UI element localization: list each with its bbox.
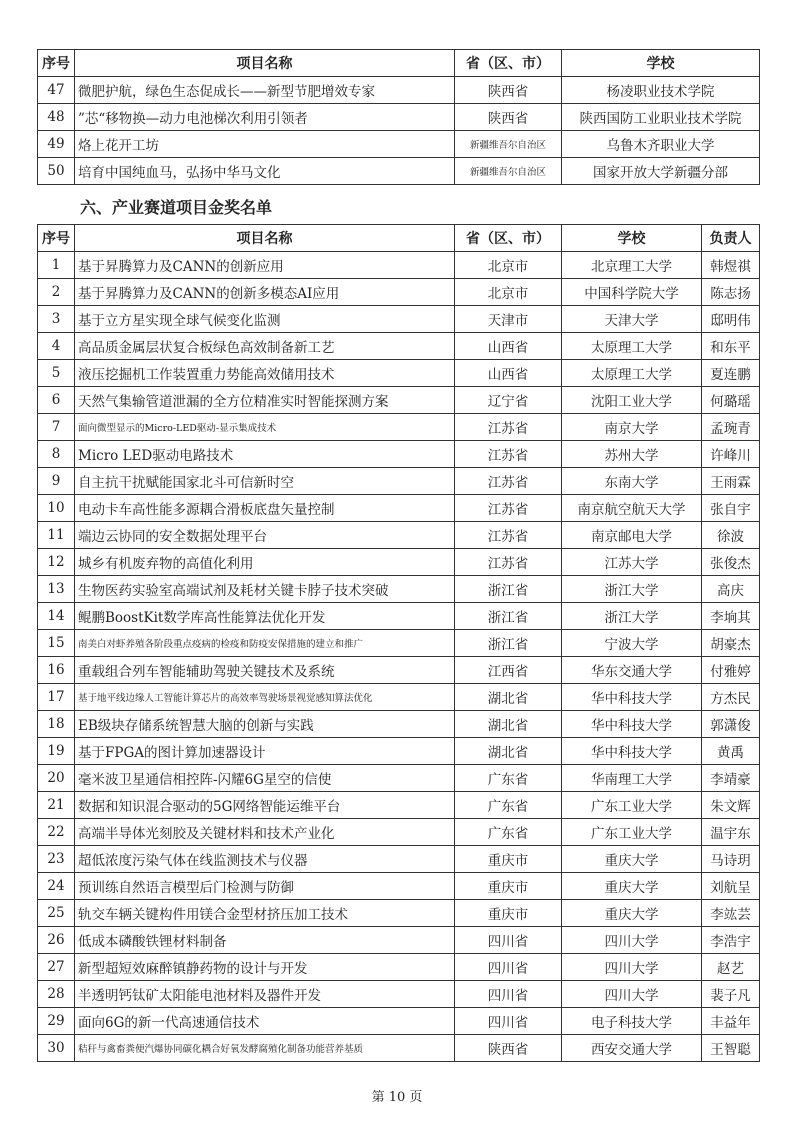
- cell-school: 西安交通大学: [562, 1035, 702, 1062]
- section-title: 六、产业赛道项目金奖名单: [80, 198, 273, 217]
- cell-school: 天津大学: [562, 306, 702, 333]
- cell-project: 高端半导体光刻胶及关键材料和技术产业化: [75, 819, 455, 846]
- cell-project: 重载组合列车智能辅助驾驶关键技术及系统: [75, 657, 455, 684]
- cell-index: 28: [38, 981, 75, 1008]
- cell-school: 广东工业大学: [562, 819, 702, 846]
- cell-province: 北京市: [455, 252, 562, 279]
- cell-index: 18: [38, 711, 75, 738]
- cell-index: 21: [38, 792, 75, 819]
- cell-province: 新疆维吾尔自治区: [455, 158, 562, 185]
- cell-province: 湖北省: [455, 684, 562, 711]
- table-row: [38, 252, 760, 279]
- cell-province: 天津市: [455, 306, 562, 333]
- cell-project: 自主抗干扰赋能国家北斗可信新时空: [75, 468, 455, 495]
- cell-school: 太原理工大学: [562, 333, 702, 360]
- cell-province: 重庆市: [455, 873, 562, 900]
- table-row: [38, 495, 760, 522]
- table-row: [38, 549, 760, 576]
- table-row: [38, 846, 760, 873]
- cell-school: 南京邮电大学: [562, 522, 702, 549]
- table-continued: [37, 49, 760, 185]
- col-header-school: 学校: [562, 50, 760, 77]
- cell-school: 华中科技大学: [562, 711, 702, 738]
- cell-school: 苏州大学: [562, 441, 702, 468]
- cell-project: 新型超短效麻醉镇静药物的设计与开发: [75, 954, 455, 981]
- cell-leader: 和东平: [702, 333, 760, 360]
- cell-leader: 张自宇: [702, 495, 760, 522]
- cell-index: 24: [38, 873, 75, 900]
- cell-project: 预训练自然语言模型后门检测与防御: [75, 873, 455, 900]
- cell-leader: 方杰民: [702, 684, 760, 711]
- cell-school: 宁波大学: [562, 630, 702, 657]
- cell-project: 高品质金属层状复合板绿色高效制备新工艺: [75, 333, 455, 360]
- cell-project: 基于FPGA的图计算加速器设计: [75, 738, 455, 765]
- table-row: [38, 360, 760, 387]
- cell-leader: 韩煜祺: [702, 252, 760, 279]
- table-row: [38, 873, 760, 900]
- cell-leader: 裴子凡: [702, 981, 760, 1008]
- table-row: [38, 657, 760, 684]
- cell-leader: 邸明伟: [702, 306, 760, 333]
- cell-index: 9: [38, 468, 75, 495]
- cell-project: 面向微型显示的Micro-LED驱动-显示集成技术: [75, 414, 455, 441]
- cell-index: 14: [38, 603, 75, 630]
- cell-project: 液压挖掘机工作装置重力势能高效储用技术: [75, 360, 455, 387]
- cell-province: 江苏省: [455, 522, 562, 549]
- cell-province: 江苏省: [455, 495, 562, 522]
- cell-province: 浙江省: [455, 576, 562, 603]
- table-row: [38, 441, 760, 468]
- table-row: [38, 104, 760, 131]
- table-row: [38, 900, 760, 927]
- cell-school: 华东交通大学: [562, 657, 702, 684]
- cell-leader: 许峰川: [702, 441, 760, 468]
- cell-project: 鲲鹏BoostKit数学库高性能算法优化开发: [75, 603, 455, 630]
- cell-index: 20: [38, 765, 75, 792]
- cell-province: 广东省: [455, 819, 562, 846]
- cell-index: 10: [38, 495, 75, 522]
- cell-school: 重庆大学: [562, 873, 702, 900]
- cell-province: 浙江省: [455, 603, 562, 630]
- cell-school: 华南理工大学: [562, 765, 702, 792]
- table-row: [38, 1008, 760, 1035]
- col-header-leader: 负责人: [702, 225, 760, 252]
- table-row: [38, 158, 760, 185]
- cell-leader: 徐波: [702, 522, 760, 549]
- cell-index: 17: [38, 684, 75, 711]
- cell-leader: 马诗玥: [702, 846, 760, 873]
- cell-province: 广东省: [455, 765, 562, 792]
- table-row: [38, 954, 760, 981]
- col-header-province: 省（区、市）: [455, 225, 562, 252]
- col-header-province: 省（区、市）: [455, 50, 562, 77]
- col-header-index: 序号: [38, 225, 75, 252]
- cell-index: 47: [38, 77, 75, 104]
- cell-project: 端边云协同的安全数据处理平台: [75, 522, 455, 549]
- cell-province: 江苏省: [455, 468, 562, 495]
- cell-school: 北京理工大学: [562, 252, 702, 279]
- cell-index: 27: [38, 954, 75, 981]
- cell-index: 1: [38, 252, 75, 279]
- cell-school: 重庆大学: [562, 846, 702, 873]
- cell-leader: 孟琬青: [702, 414, 760, 441]
- cell-province: 山西省: [455, 333, 562, 360]
- cell-project: 轨交车辆关键构件用镁合金型材挤压加工技术: [75, 900, 455, 927]
- cell-project: EB级块存储系统智慧大脑的创新与实践: [75, 711, 455, 738]
- cell-province: 浙江省: [455, 630, 562, 657]
- cell-leader: 赵艺: [702, 954, 760, 981]
- cell-leader: 夏连鹏: [702, 360, 760, 387]
- cell-index: 30: [38, 1035, 75, 1062]
- cell-leader: 张俊杰: [702, 549, 760, 576]
- cell-project: Micro LED驱动电路技术: [75, 441, 455, 468]
- table-row: [38, 279, 760, 306]
- cell-project: 城乡有机废弃物的高值化利用: [75, 549, 455, 576]
- cell-index: 3: [38, 306, 75, 333]
- cell-project: 半透明钙钛矿太阳能电池材料及器件开发: [75, 981, 455, 1008]
- table-row: [38, 603, 760, 630]
- cell-project: 超低浓度污染气体在线监测技术与仪器: [75, 846, 455, 873]
- table-industry-gold: [37, 224, 760, 1062]
- col-header-project: 项目名称: [75, 225, 455, 252]
- cell-project: 南美白对虾养殖各阶段重点疫病的检疫和防疫安保措施的建立和推广: [75, 630, 455, 657]
- cell-province: 四川省: [455, 954, 562, 981]
- table-row: [38, 819, 760, 846]
- cell-province: 重庆市: [455, 900, 562, 927]
- cell-school: 四川大学: [562, 927, 702, 954]
- page-number: 第 10 页: [371, 1090, 423, 1105]
- cell-project: 微肥护航，绿色生态促成长——新型节肥增效专家: [75, 77, 455, 104]
- cell-index: 2: [38, 279, 75, 306]
- cell-school: 浙江大学: [562, 603, 702, 630]
- cell-index: 48: [38, 104, 75, 131]
- table-row: [38, 765, 760, 792]
- cell-school: 四川大学: [562, 954, 702, 981]
- cell-index: 19: [38, 738, 75, 765]
- cell-project: 毫米波卫星通信相控阵-闪耀6G星空的信使: [75, 765, 455, 792]
- cell-province: 新疆维吾尔自治区: [455, 131, 562, 158]
- cell-leader: 李垧其: [702, 603, 760, 630]
- cell-project: 面向6G的新一代高速通信技术: [75, 1008, 455, 1035]
- table-row: [38, 333, 760, 360]
- cell-index: 26: [38, 927, 75, 954]
- cell-school: 广东工业大学: [562, 792, 702, 819]
- cell-project: 基于立方星实现全球气候变化监测: [75, 306, 455, 333]
- table-row: [38, 738, 760, 765]
- cell-province: 重庆市: [455, 846, 562, 873]
- cell-project: 烙上花开工坊: [75, 131, 455, 158]
- cell-leader: 李靖豪: [702, 765, 760, 792]
- cell-province: 陕西省: [455, 1035, 562, 1062]
- cell-leader: 付雅婷: [702, 657, 760, 684]
- table-row: [38, 306, 760, 333]
- cell-school: 重庆大学: [562, 900, 702, 927]
- cell-project: 基于昇腾算力及CANN的创新应用: [75, 252, 455, 279]
- cell-index: 11: [38, 522, 75, 549]
- cell-school: 国家开放大学新疆分部: [562, 158, 760, 185]
- table-row: [38, 414, 760, 441]
- cell-school: 浙江大学: [562, 576, 702, 603]
- table-header-row: [38, 225, 760, 252]
- cell-province: 北京市: [455, 279, 562, 306]
- cell-index: 16: [38, 657, 75, 684]
- cell-school: 华中科技大学: [562, 738, 702, 765]
- cell-province: 陕西省: [455, 77, 562, 104]
- cell-school: 乌鲁木齐职业大学: [562, 131, 760, 158]
- cell-index: 25: [38, 900, 75, 927]
- cell-province: 江苏省: [455, 549, 562, 576]
- cell-leader: 胡豪杰: [702, 630, 760, 657]
- cell-province: 江苏省: [455, 441, 562, 468]
- cell-province: 四川省: [455, 1008, 562, 1035]
- cell-province: 江苏省: [455, 414, 562, 441]
- cell-index: 8: [38, 441, 75, 468]
- cell-index: 12: [38, 549, 75, 576]
- cell-leader: 王雨霖: [702, 468, 760, 495]
- cell-leader: 朱文辉: [702, 792, 760, 819]
- table-header-row: [38, 50, 760, 77]
- cell-school: 中国科学院大学: [562, 279, 702, 306]
- cell-index: 15: [38, 630, 75, 657]
- cell-project: 基于地平线边缘人工智能计算芯片的高效率驾驶场景视觉感知算法优化: [75, 684, 455, 711]
- col-header-project: 项目名称: [75, 50, 455, 77]
- cell-leader: 丰益年: [702, 1008, 760, 1035]
- cell-province: 陕西省: [455, 104, 562, 131]
- cell-leader: 李浩宇: [702, 927, 760, 954]
- table-row: [38, 576, 760, 603]
- cell-province: 湖北省: [455, 711, 562, 738]
- cell-project: 天然气集输管道泄漏的全方位精准实时智能探测方案: [75, 387, 455, 414]
- table-row: [38, 981, 760, 1008]
- cell-school: 南京航空航天大学: [562, 495, 702, 522]
- cell-index: 4: [38, 333, 75, 360]
- table-row: [38, 792, 760, 819]
- cell-province: 江西省: [455, 657, 562, 684]
- cell-index: 49: [38, 131, 75, 158]
- cell-project: 低成本磷酸铁锂材料制备: [75, 927, 455, 954]
- table-row: [38, 387, 760, 414]
- cell-index: 22: [38, 819, 75, 846]
- table-row: [38, 522, 760, 549]
- cell-index: 5: [38, 360, 75, 387]
- cell-leader: 陈志扬: [702, 279, 760, 306]
- table-row: [38, 468, 760, 495]
- col-header-school: 学校: [562, 225, 702, 252]
- cell-leader: 温宇东: [702, 819, 760, 846]
- cell-province: 湖北省: [455, 738, 562, 765]
- table-row: [38, 1035, 760, 1062]
- cell-school: 华中科技大学: [562, 684, 702, 711]
- cell-project: 电动卡车高性能多源耦合滑板底盘矢量控制: [75, 495, 455, 522]
- cell-project: 秸秆与禽畜粪便汽爆协同碳化耦合好氧发酵腐殖化制备功能营养基质: [75, 1035, 455, 1062]
- cell-leader: 高庆: [702, 576, 760, 603]
- cell-school: 四川大学: [562, 981, 702, 1008]
- cell-project: ”芯“移物换—动力电池梯次利用引领者: [75, 104, 455, 131]
- cell-school: 陕西国防工业职业技术学院: [562, 104, 760, 131]
- cell-province: 辽宁省: [455, 387, 562, 414]
- cell-project: 生物医药实验室高端试剂及耗材关键卡脖子技术突破: [75, 576, 455, 603]
- cell-leader: 何璐瑶: [702, 387, 760, 414]
- table-row: [38, 131, 760, 158]
- col-header-index: 序号: [38, 50, 75, 77]
- table-row: [38, 927, 760, 954]
- cell-province: 广东省: [455, 792, 562, 819]
- table-row: [38, 711, 760, 738]
- cell-school: 南京大学: [562, 414, 702, 441]
- cell-school: 东南大学: [562, 468, 702, 495]
- cell-index: 13: [38, 576, 75, 603]
- cell-project: 培育中国纯血马，弘扬中华马文化: [75, 158, 455, 185]
- cell-leader: 刘航呈: [702, 873, 760, 900]
- cell-index: 6: [38, 387, 75, 414]
- cell-province: 四川省: [455, 981, 562, 1008]
- cell-school: 电子科技大学: [562, 1008, 702, 1035]
- cell-leader: 黄禹: [702, 738, 760, 765]
- cell-province: 四川省: [455, 927, 562, 954]
- cell-index: 23: [38, 846, 75, 873]
- cell-school: 沈阳工业大学: [562, 387, 702, 414]
- cell-school: 太原理工大学: [562, 360, 702, 387]
- cell-project: 基于昇腾算力及CANN的创新多模态AI应用: [75, 279, 455, 306]
- cell-index: 50: [38, 158, 75, 185]
- cell-school: 杨凌职业技术学院: [562, 77, 760, 104]
- cell-school: 江苏大学: [562, 549, 702, 576]
- cell-index: 29: [38, 1008, 75, 1035]
- table-row: [38, 77, 760, 104]
- table-row: [38, 684, 760, 711]
- cell-project: 数据和知识混合驱动的5G网络智能运维平台: [75, 792, 455, 819]
- cell-leader: 王智聪: [702, 1035, 760, 1062]
- cell-index: 7: [38, 414, 75, 441]
- cell-leader: 李竑芸: [702, 900, 760, 927]
- table-row: [38, 630, 760, 657]
- cell-province: 山西省: [455, 360, 562, 387]
- cell-leader: 郭潇俊: [702, 711, 760, 738]
